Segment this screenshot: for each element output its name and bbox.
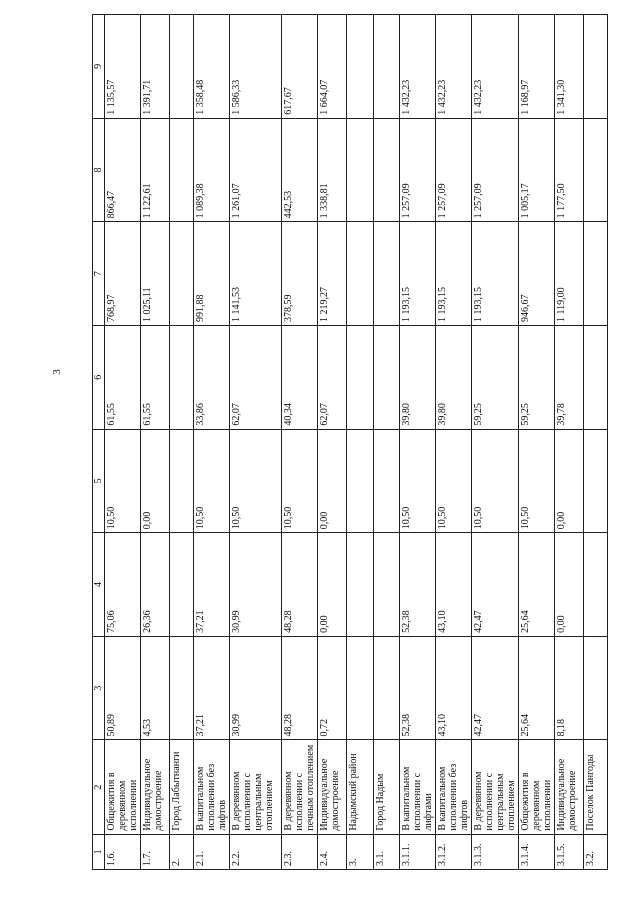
row-number-cell: 3.1. [374,834,400,869]
value-cell: 1 193,15 [436,222,472,326]
table-row [374,15,400,870]
value-cell: 48,28 [282,533,318,637]
row-name-cell: В деревянном исполнении с центральным отоплением [472,740,519,834]
value-cell: 37,21 [194,636,230,740]
value-cell: 1 432,23 [472,15,519,119]
value-cell: 52,38 [400,533,436,637]
value-cell [374,325,400,429]
value-cell: 1 432,23 [436,15,472,119]
table-row [230,15,282,870]
value-cell: 30,99 [230,636,282,740]
row-name-cell: Надымский район [347,740,374,834]
row-name-cell: В деревянном исполнении с печным отоплением [282,740,318,834]
value-cell: 946,67 [519,222,555,326]
row-number-cell: 1.6. [105,834,141,869]
value-cell [374,636,400,740]
value-cell: 1 219,27 [318,222,347,326]
value-cell: 617,67 [282,15,318,119]
value-cell: 52,38 [400,636,436,740]
value-cell: 1 358,48 [194,15,230,119]
value-cell [170,118,194,222]
value-cell: 10,50 [230,429,282,533]
value-cell: 39,80 [436,325,472,429]
row-name-cell: Город Лабытнанги [170,740,194,834]
value-cell: 1 338,81 [318,118,347,222]
row-number-cell: 2.1. [194,834,230,869]
row-number-cell: 3.1.5. [555,834,584,869]
value-cell: 1 168,97 [519,15,555,119]
table-row [141,15,170,870]
value-cell: 10,50 [472,429,519,533]
value-cell: 43,10 [436,636,472,740]
value-cell [170,325,194,429]
value-cell: 1 089,38 [194,118,230,222]
row-number-cell: 2.2. [230,834,282,869]
table-row [519,15,555,870]
page-number: 3 [50,369,63,375]
value-cell [170,636,194,740]
value-cell: 1 261,07 [230,118,282,222]
value-cell: 42,47 [472,636,519,740]
header-cell: 2 [93,740,105,834]
value-cell: 1 257,09 [472,118,519,222]
table-row [400,15,436,870]
header-cell: 3 [93,636,105,740]
value-cell: 378,59 [282,222,318,326]
value-cell: 1 141,53 [230,222,282,326]
value-cell: 42,47 [472,533,519,637]
value-cell [374,118,400,222]
table-row [282,15,318,870]
value-cell: 1 257,09 [436,118,472,222]
scan-speck: · [597,635,599,641]
value-cell: 1 391,71 [141,15,170,119]
value-cell [347,222,374,326]
value-cell [347,325,374,429]
value-cell: 0,00 [141,429,170,533]
value-cell [374,533,400,637]
value-cell [584,636,608,740]
row-name-cell: В деревянном исполнении с центральным отоплением [230,740,282,834]
value-cell [170,429,194,533]
value-cell: 1 122,61 [141,118,170,222]
header-cell: 7 [93,222,105,326]
row-name-cell: В капитальном исполнении без лифтов [194,740,230,834]
value-cell: 0,00 [318,429,347,533]
value-cell: 50,89 [105,636,141,740]
value-cell: 39,80 [400,325,436,429]
table-header-row [93,15,105,870]
value-cell [374,15,400,119]
value-cell: 75,06 [105,533,141,637]
value-cell [347,118,374,222]
value-cell [170,222,194,326]
table-row [555,15,584,870]
value-cell: 1 193,15 [400,222,436,326]
row-name-cell: В капитальном исполнении с лифтами [400,740,436,834]
value-cell: 0,00 [555,533,584,637]
value-cell: 1 135,57 [105,15,141,119]
value-cell: 25,64 [519,636,555,740]
row-number-cell: 2.4. [318,834,347,869]
value-cell: 62,07 [230,325,282,429]
value-cell: 43,10 [436,533,472,637]
value-cell: 0,00 [555,429,584,533]
value-cell: 39,78 [555,325,584,429]
row-number-cell: 2. [170,834,194,869]
value-cell: 59,25 [519,325,555,429]
value-cell [584,118,608,222]
value-cell: 768,97 [105,222,141,326]
tariff-table [92,14,608,870]
value-cell [347,15,374,119]
value-cell: 33,86 [194,325,230,429]
value-cell: 61,55 [141,325,170,429]
row-name-cell: Индивидуальное домостроение [141,740,170,834]
value-cell: 10,50 [519,429,555,533]
rotated-table-wrapper [92,14,596,870]
value-cell: 0,00 [318,533,347,637]
value-cell: 442,53 [282,118,318,222]
value-cell: 4,53 [141,636,170,740]
row-number-cell: 3. [347,834,374,869]
row-number-cell: 3.1.3. [472,834,519,869]
value-cell: 1 257,09 [400,118,436,222]
value-cell: 10,50 [105,429,141,533]
value-cell: 10,50 [282,429,318,533]
table-row [194,15,230,870]
value-cell: 991,88 [194,222,230,326]
value-cell: 1 025,11 [141,222,170,326]
value-cell: 26,36 [141,533,170,637]
header-cell: 4 [93,533,105,637]
value-cell: 37,21 [194,533,230,637]
value-cell: 1 432,23 [400,15,436,119]
value-cell [584,429,608,533]
row-name-cell: Город Надым [374,740,400,834]
row-number-cell: 3.1.4. [519,834,555,869]
table-row [347,15,374,870]
value-cell: 0,72 [318,636,347,740]
value-cell [584,222,608,326]
row-number-cell: 2.3. [282,834,318,869]
value-cell: 1 193,15 [472,222,519,326]
row-name-cell: Поселок Пангоды [584,740,608,834]
value-cell: 61,55 [105,325,141,429]
value-cell [584,15,608,119]
value-cell [347,533,374,637]
value-cell: 30,99 [230,533,282,637]
row-number-cell: 3.1.1. [400,834,436,869]
header-cell: 5 [93,429,105,533]
header-cell: 6 [93,325,105,429]
value-cell: 1 664,07 [318,15,347,119]
value-cell: 1 341,30 [555,15,584,119]
table-row [436,15,472,870]
value-cell [584,325,608,429]
header-cell: 8 [93,118,105,222]
value-cell [347,429,374,533]
value-cell: 8,18 [555,636,584,740]
header-cell: 9 [93,15,105,119]
row-number-cell: 1.7. [141,834,170,869]
row-name-cell: В капитальном исполнении без лифтов [436,740,472,834]
row-number-cell: 3.1.2. [436,834,472,869]
value-cell: 1 177,50 [555,118,584,222]
value-cell [170,533,194,637]
value-cell [347,636,374,740]
table-row [318,15,347,870]
value-cell: 62,07 [318,325,347,429]
value-cell [374,222,400,326]
row-name-cell: Индивидуальное домостроение [318,740,347,834]
table-row [584,15,608,870]
value-cell [584,533,608,637]
value-cell: 866,47 [105,118,141,222]
value-cell: 1 119,00 [555,222,584,326]
value-cell: 10,50 [400,429,436,533]
table-row [105,15,141,870]
value-cell: 59,25 [472,325,519,429]
value-cell: 48,28 [282,636,318,740]
value-cell: 1 586,33 [230,15,282,119]
row-name-cell: Общежития в деревянном исполнении [519,740,555,834]
value-cell: 40,34 [282,325,318,429]
value-cell: 10,50 [194,429,230,533]
row-name-cell: Индивидуальное домостроение [555,740,584,834]
row-number-cell: 3.2. [584,834,608,869]
value-cell: 10,50 [436,429,472,533]
value-cell: 1 005,17 [519,118,555,222]
value-cell [170,15,194,119]
header-cell: 1 [93,834,105,869]
table-row [472,15,519,870]
row-name-cell: Общежития в деревянном исполнении [105,740,141,834]
value-cell [374,429,400,533]
value-cell: 25,64 [519,533,555,637]
table-row [170,15,194,870]
